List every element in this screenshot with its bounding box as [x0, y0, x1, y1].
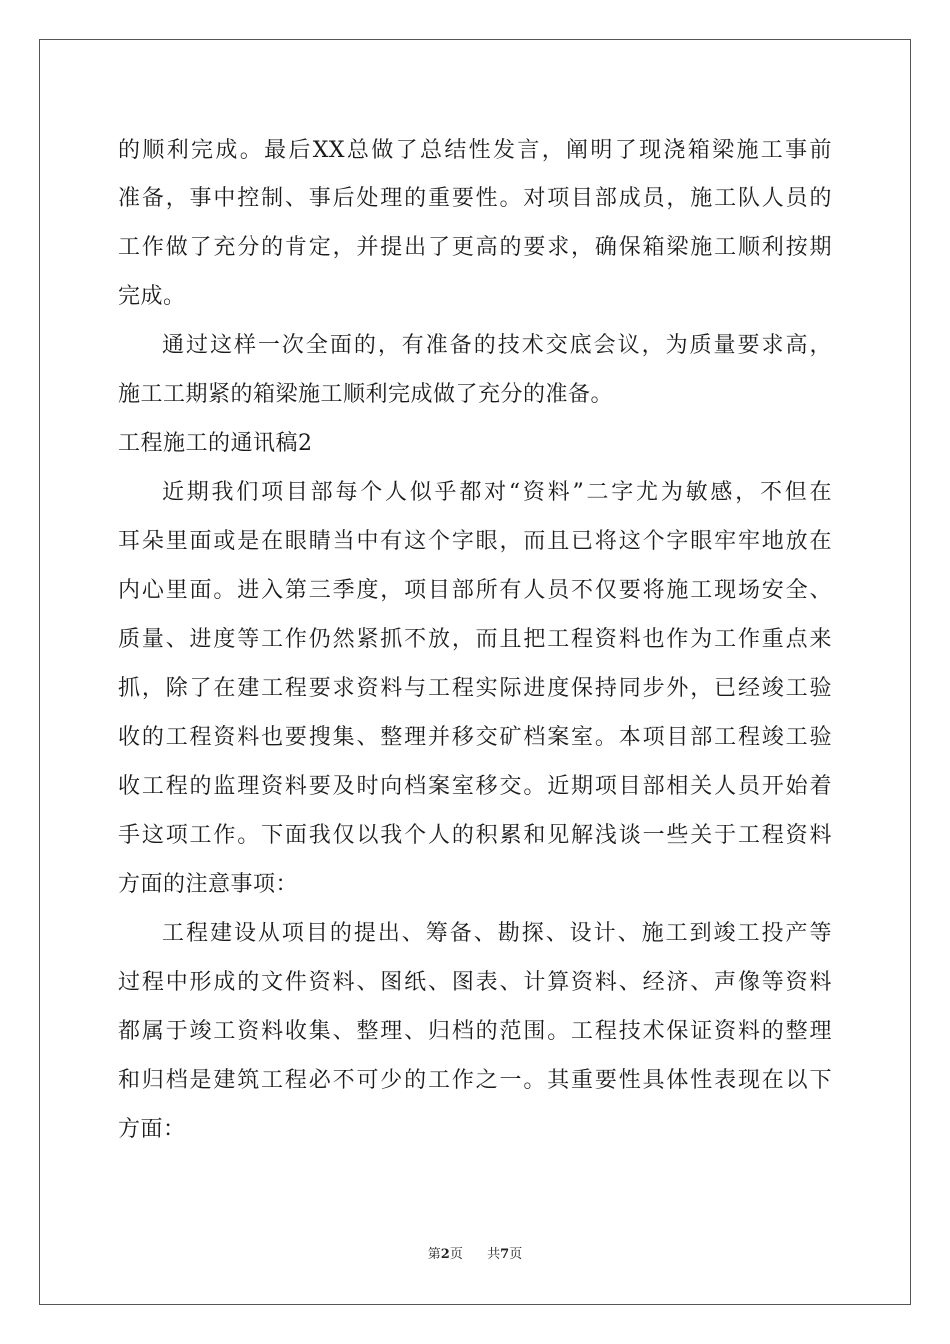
paragraph-line: 都属于竣工资料收集、整理、归档的范围。工程技术保证资料的整理: [118, 1019, 832, 1044]
paragraph-line: 的顺利完成。最后XX总做了总结性发言，阐明了现浇箱梁施工事前: [118, 138, 832, 163]
page-footer: [0, 1247, 950, 1263]
section-heading: 工程施工的通讯稿2: [118, 431, 313, 456]
total-number: 7: [500, 1247, 510, 1262]
paragraph-line: 方面：: [118, 1117, 186, 1142]
page-suffix: 页: [449, 1247, 463, 1262]
paragraph-line: 施工工期紧的箱梁施工顺利完成做了充分的准备。: [118, 382, 614, 407]
paragraph-line: 质量、进度等工作仍然紧抓不放，而且把工程资料也作为工作重点来: [118, 627, 832, 652]
paragraph-line: 完成。: [118, 284, 186, 309]
paragraph-line: 耳朵里面或是在眼睛当中有这个字眼，而且已将这个字眼牢牢地放在: [118, 529, 832, 554]
paragraph-line: 近期我们项目部每个人似乎都对“资料”二字尤为敏感，不但在: [162, 480, 832, 505]
page-indicator: [428, 1247, 463, 1263]
paragraph-line: 过程中形成的文件资料、图纸、图表、计算资料、经济、声像等资料: [118, 970, 832, 995]
paragraph-line: 工程建设从项目的提出、筹备、勘探、设计、施工到竣工投产等: [162, 921, 832, 946]
paragraph-line: 方面的注意事项：: [118, 872, 299, 897]
paragraph-line: 收的工程资料也要搜集、整理并移交矿档案室。本项目部工程竣工验: [118, 725, 832, 750]
paragraph-line: 准备，事中控制、事后处理的重要性。对项目部成员，施工队人员的: [118, 186, 832, 211]
paragraph-line: 内心里面。进入第三季度，项目部所有人员不仅要将施工现场安全、: [118, 578, 832, 603]
total-prefix: 共: [487, 1247, 501, 1262]
total-pages-indicator: [487, 1247, 522, 1263]
paragraph-line: 手这项工作。下面我仅以我个人的积累和见解浅谈一些关于工程资料: [118, 823, 832, 848]
paragraph-line: 和归档是建筑工程必不可少的工作之一。其重要性具体性表现在以下: [118, 1068, 832, 1093]
paragraph-line: 工作做了充分的肯定，并提出了更高的要求，确保箱梁施工顺利按期: [118, 235, 832, 260]
page-number: 2: [440, 1247, 450, 1262]
paragraph-line: 抓，除了在建工程要求资料与工程实际进度保持同步外，已经竣工验: [118, 676, 832, 701]
total-suffix: 页: [509, 1247, 523, 1262]
page-prefix: 第: [427, 1247, 441, 1262]
paragraph-line: 收工程的监理资料要及时向档案室移交。近期项目部相关人员开始着: [118, 774, 832, 799]
paragraph-line: 通过这样一次全面的，有准备的技术交底会议，为质量要求高，: [162, 333, 832, 358]
